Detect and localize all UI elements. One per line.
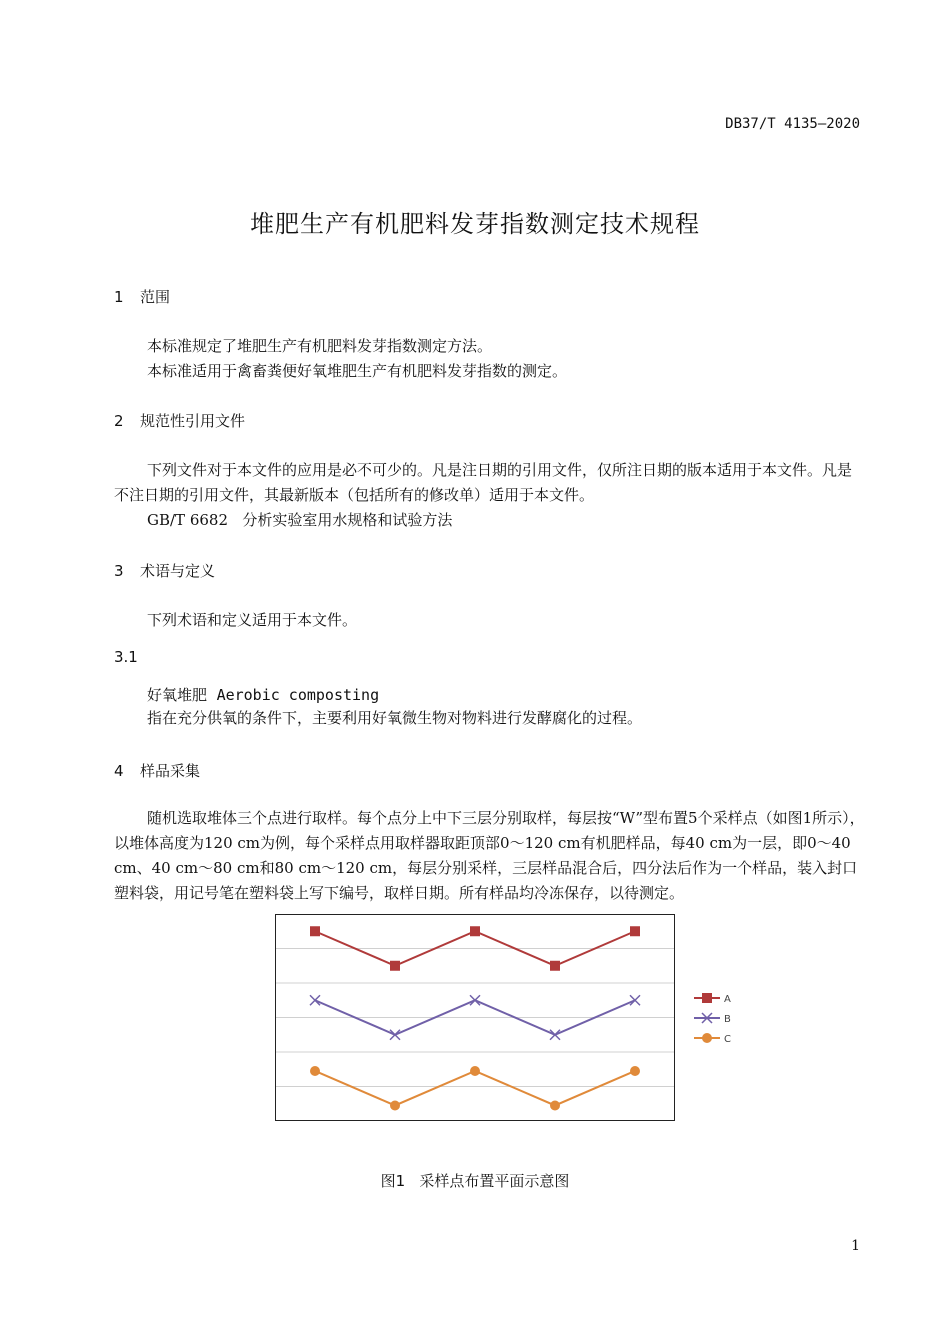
series-c-point — [630, 1066, 640, 1076]
section-4-para-1: 随机选取堆体三个点进行取样。每个点分上中下三层分别取样，每层按“W”型布置5个采样点（如图1所示），以堆体高度为120 cm为例，每个采样点用取样器取距顶部0～120 cm有机肥样品，每40 cm为一层，即0～40 cm、40 cm～80 cm和80 cm～120 cm，每层分别采样，三层样品混合后，四分法后作为一个样品，装入封口塑料袋，用记号笔在塑料袋上写下编号，取样日期。所有样品均冷冻保存，以待测定。 — [114, 809, 865, 902]
section-2-para-1: 下列文件对于本文件的应用是必不可少的。凡是注日期的引用文件，仅所注日期的版本适用于本文件。凡是不注日期的引用文件，其最新版本（包括所有的修改单）适用于本文件。 — [114, 461, 853, 504]
series-b-point — [470, 995, 480, 1005]
section-3-para-1: 下列术语和定义适用于本文件。 — [147, 611, 358, 629]
section-4-title: 样品采集 — [140, 762, 201, 780]
section-3-number: 3 — [114, 562, 124, 580]
section-2-title: 规范性引用文件 — [140, 412, 246, 430]
section-2-heading — [114, 410, 864, 431]
series-a-point — [550, 961, 560, 971]
section-1-heading — [114, 286, 864, 307]
section-1-para-2: 本标准适用于禽畜粪便好氧堆肥生产有机肥料发芽指数的测定。 — [147, 362, 568, 380]
figure-number: 图1 — [380, 1172, 406, 1190]
term-definition: 指在充分供氧的条件下，主要利用好氧微生物对物料进行发酵腐化的过程。 — [147, 709, 643, 727]
section-1-number: 1 — [114, 288, 124, 306]
series-c-point — [550, 1100, 560, 1110]
reference-code: GB/T 6682 — [147, 511, 229, 529]
section-3-heading — [114, 560, 864, 581]
sampling-points-chart — [275, 914, 675, 1121]
subsection-3-1-number: 3.1 — [114, 648, 138, 666]
legend-a-label: A — [724, 994, 731, 1005]
reference-title: 分析实验室用水规格和试验方法 — [242, 511, 453, 529]
normative-reference — [147, 508, 847, 533]
figure-title: 采样点布置平面示意图 — [419, 1172, 570, 1190]
section-1-title: 范围 — [140, 288, 171, 306]
legend-a-marker — [702, 993, 712, 1003]
term-chinese: 好氧堆肥 — [147, 686, 208, 704]
section-4-heading — [114, 760, 864, 781]
series-b-point — [630, 995, 640, 1005]
series-c-point — [470, 1066, 480, 1076]
figure-caption — [0, 1170, 950, 1191]
legend-b-label: B — [724, 1014, 731, 1025]
chart-legend — [692, 990, 752, 1050]
page-number: 1 — [851, 1238, 860, 1254]
series-c-point — [310, 1066, 320, 1076]
series-b-point — [550, 1030, 560, 1040]
standard-code: DB37/T 4135—2020 — [725, 116, 860, 132]
series-a-point — [310, 926, 320, 936]
series-a-point — [630, 926, 640, 936]
series-a-point — [390, 961, 400, 971]
section-3-title: 术语与定义 — [140, 562, 216, 580]
series-b-point — [310, 995, 320, 1005]
legend-c-marker — [702, 1033, 712, 1043]
series-c-point — [390, 1100, 400, 1110]
series-b-point — [390, 1030, 400, 1040]
section-2-number: 2 — [114, 412, 124, 430]
legend-c-label: C — [724, 1034, 731, 1045]
series-c-line — [315, 1071, 635, 1106]
term-entry — [147, 684, 847, 705]
section-1-para-1: 本标准规定了堆肥生产有机肥料发芽指数测定方法。 — [147, 337, 493, 355]
series-a-point — [470, 926, 480, 936]
term-english: Aerobic composting — [216, 686, 380, 704]
section-4-number: 4 — [114, 762, 124, 780]
document-title: 堆肥生产有机肥料发芽指数测定技术规程 — [250, 210, 700, 238]
